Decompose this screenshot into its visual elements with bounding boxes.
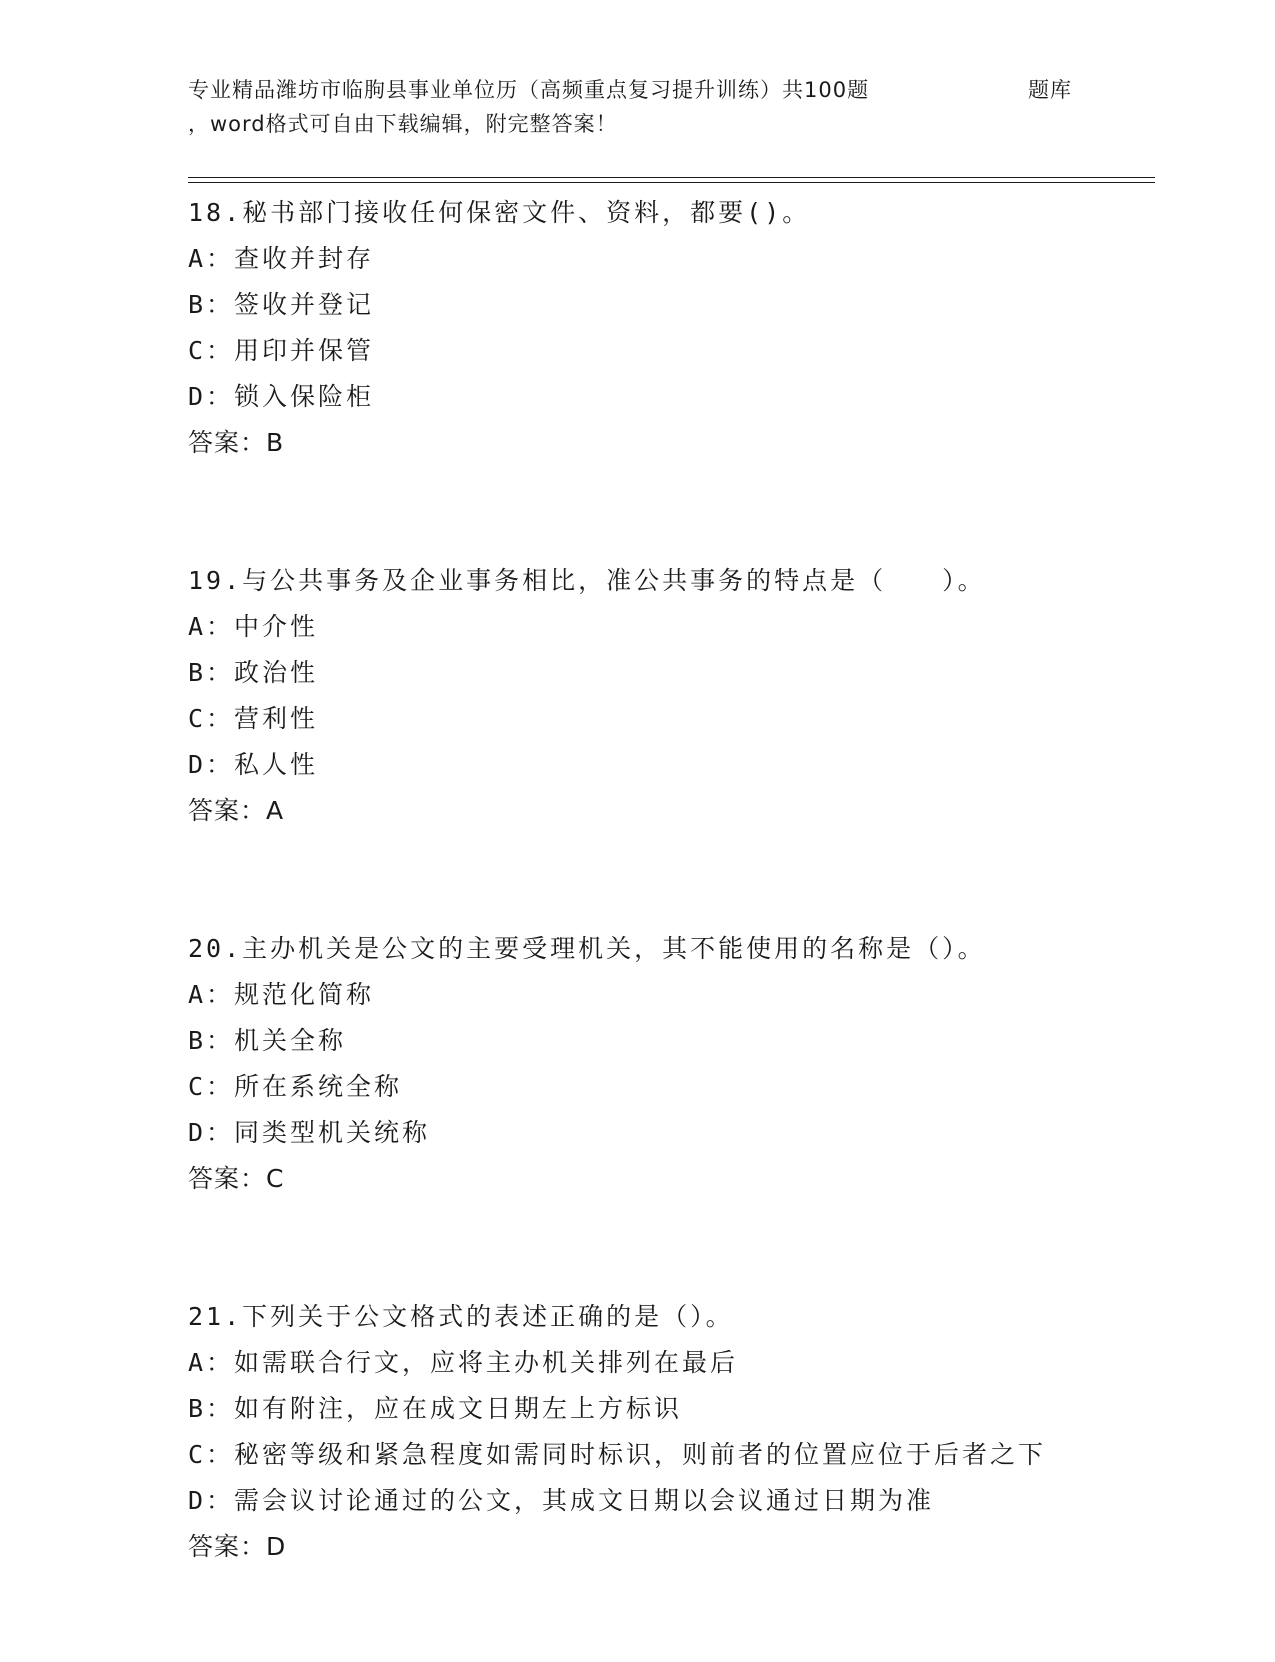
question-21 — [188, 1294, 1148, 1570]
option-d: D：锁入保险柜 — [188, 382, 375, 411]
option-c: C：用印并保管 — [188, 336, 375, 365]
header-divider-bottom — [188, 182, 1155, 183]
option-b: B：签收并登记 — [188, 290, 375, 319]
answer: 答案：B — [188, 428, 285, 457]
option-a: A：如需联合行文，应将主办机关排列在最后 — [188, 1348, 739, 1377]
question-18 — [188, 190, 1148, 466]
option-c: C：营利性 — [188, 704, 319, 733]
question-stem: 19.与公共事务及企业事务相比，准公共事务的特点是（ ）。 — [188, 566, 986, 595]
option-a: A：中介性 — [188, 612, 319, 641]
question-stem: 20.主办机关是公文的主要受理机关，其不能使用的名称是（）。 — [188, 934, 986, 963]
answer: 答案：C — [188, 1164, 285, 1193]
option-c: C：所在系统全称 — [188, 1072, 403, 1101]
answer: 答案：D — [188, 1532, 287, 1561]
document-header — [188, 74, 1168, 144]
option-d: D：私人性 — [188, 750, 319, 779]
question-list — [188, 190, 1148, 1662]
header-title-line1: 专业精品潍坊市临朐县事业单位历（高频重点复习提升训练）共100题 — [188, 78, 870, 102]
answer: 答案：A — [188, 796, 285, 825]
header-title-line2: ，word格式可自由下载编辑，附完整答案！ — [188, 112, 618, 136]
option-a: A：规范化简称 — [188, 980, 375, 1009]
question-19 — [188, 558, 1148, 834]
header-divider-top — [188, 177, 1155, 178]
option-b: B：机关全称 — [188, 1026, 347, 1055]
option-c: C：秘密等级和紧急程度如需同时标识，则前者的位置应位于后者之下 — [188, 1440, 1047, 1469]
option-b: B：如有附注，应在成文日期左上方标识 — [188, 1394, 683, 1423]
question-stem: 18.秘书部门接收任何保密文件、资料，都要()。 — [188, 198, 811, 227]
option-d: D：同类型机关统称 — [188, 1118, 431, 1147]
question-20 — [188, 926, 1148, 1202]
header-tag: 题库 — [1028, 78, 1072, 102]
question-stem: 21.下列关于公文格式的表述正确的是（）。 — [188, 1302, 734, 1331]
option-b: B：政治性 — [188, 658, 319, 687]
option-a: A：查收并封存 — [188, 244, 375, 273]
option-d: D：需会议讨论通过的公文，其成文日期以会议通过日期为准 — [188, 1486, 935, 1515]
